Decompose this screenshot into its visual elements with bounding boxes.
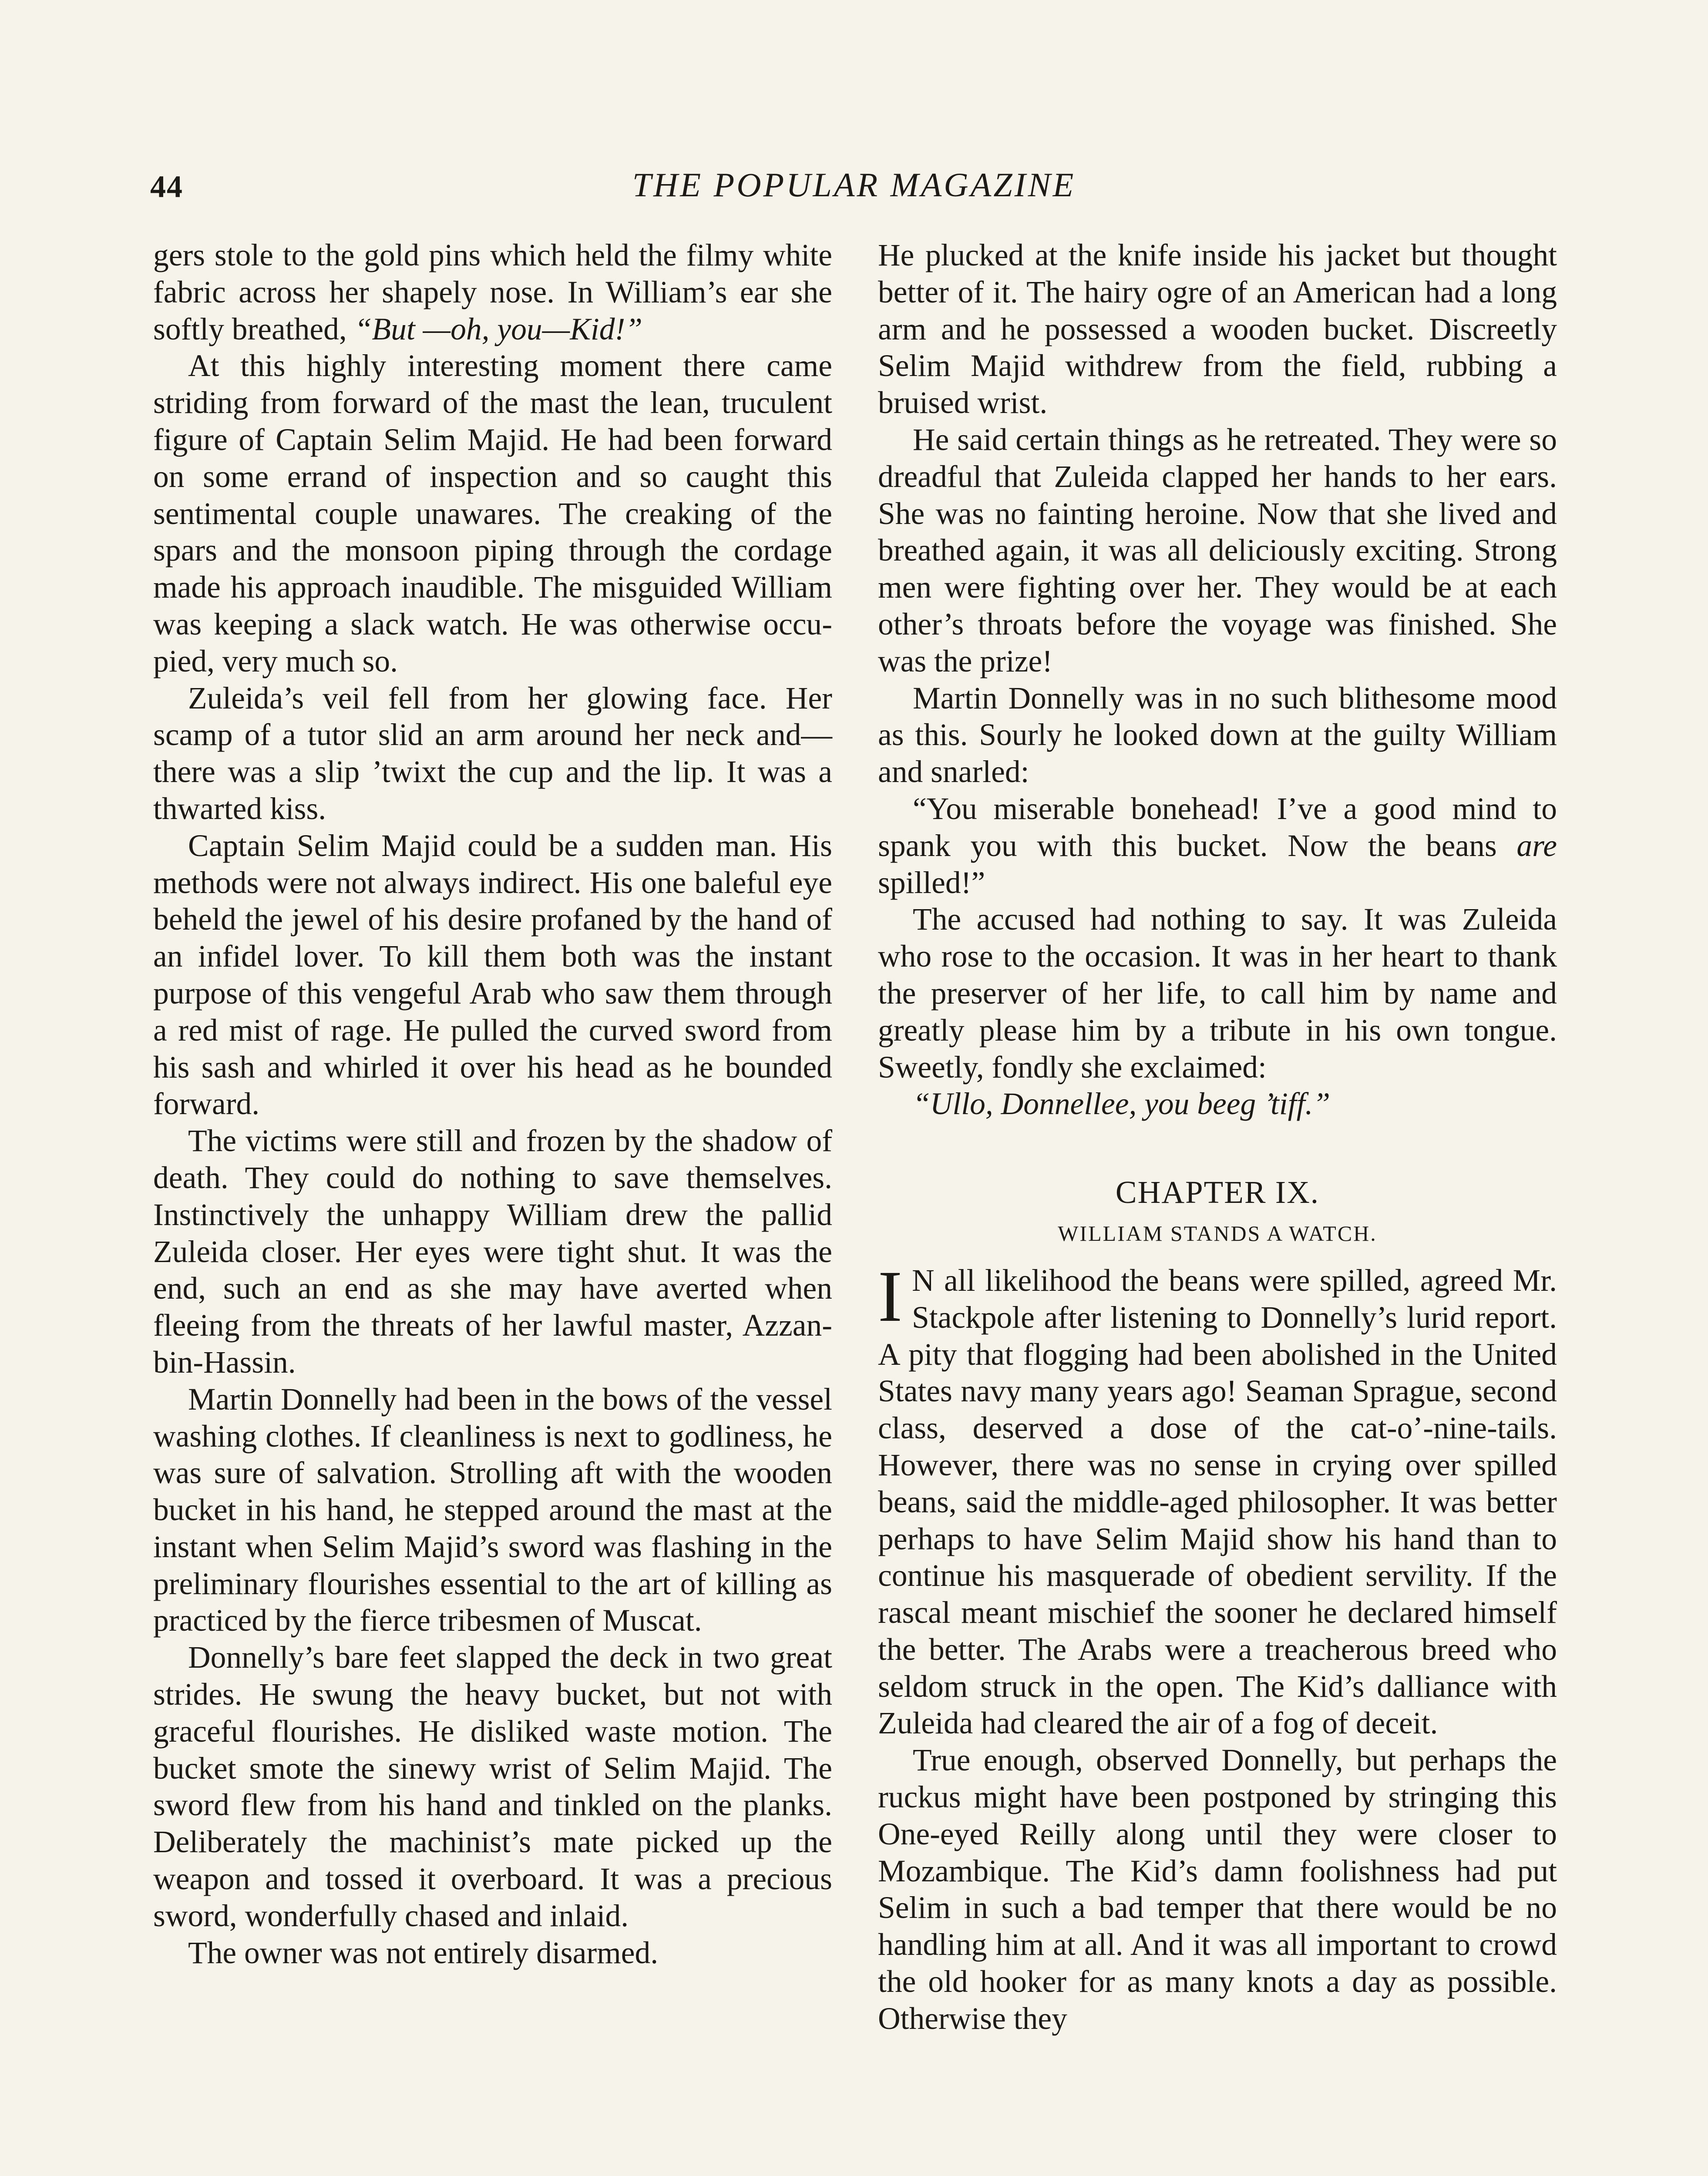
paragraph — [878, 791, 1557, 901]
paragraph: Captain Selim Majid could be a sudden man. His methods were not always indirect. His one baleful eye beheld the jewel of his desire profaned by the hand of an infidel lover. To kill them both was the instant purpose of this vengeful Arab who saw them through a red mist of rage. He pulled the curved sword from his sash and whirled it over his head as he bounded forward. — [153, 828, 832, 1122]
italic-quote: “Ullo, Donnellee, you beeg ’tiff.” — [913, 1087, 1331, 1122]
emphasis: are — [1516, 828, 1557, 863]
paragraph: He said certain things as he retreated. They were so dreadful that Zuleida clapped her hands to her ears. She was no fainting heroine. Now that she lived and breathed again, it was all deliciously exciting. Strong men were fighting over her. They would be at each other’s throats before the voyage was finished. She was the prize! — [878, 422, 1557, 678]
paragraph-text: “You miserable bonehead! I’ve a good mind to spank you with this bucket. Now the beans — [878, 791, 1557, 863]
running-title: THE POPULAR MAGAZINE — [632, 166, 1076, 204]
page-number: 44 — [150, 169, 183, 204]
left-column — [153, 237, 832, 1971]
right-column — [878, 237, 1557, 2038]
paragraph-text: gers stole to the gold pins which held the filmy white fabric across her shapely nose. In William’s ear she softly breathed, — [153, 238, 832, 346]
paragraph: At this highly interesting moment there came striding from forward of the mast the lean, truculent figure of Captain Selim Majid. He had been forward on some errand of inspection and so caught this sentimental couple unawares. The creaking of the spars and the monsoon piping through the cordage made his approach inaudible. The misguided William was keeping a slack watch. He was otherwise occupied, very much so. — [153, 349, 832, 678]
paragraph: Zuleida’s veil fell from her glowing face. Her scamp of a tutor slid an arm around her neck and—there was a slip ’twixt the cup and the lip. It was a thwarted kiss. — [153, 681, 832, 826]
paragraph — [878, 1256, 1557, 1742]
drop-cap: I — [878, 1256, 902, 1337]
paragraph: Martin Donnelly had been in the bows of the vessel washing clothes. If cleanliness is next to godliness, he was sure of salvation. Strolling aft with the wooden bucket in his hand, he stepped around the mast at the instant when Selim Majid’s sword was flashing in the preliminary flourishes essential to the art of killing as practiced by the fierce tribesmen of Muscat. — [153, 1382, 832, 1638]
paragraph: The owner was not entirely disarmed. — [188, 1935, 659, 1970]
paragraph-text: N all likelihood the beans were spilled, agreed Mr. Stackpole after listening to Donnelly’s lurid report. A pity that flogging had been abolished in the United States navy many years ago! Seaman Sprague, second class, deserved a dose of the cat-o’-nine-tails. However, there was no sense in crying over spilled beans, said the middle-aged philosopher. It was better perhaps to have Selim Majid show his hand than to continue his masquerade of obedient servility. If the rascal meant mischief the sooner he declared himself the better. The Arabs were a treacherous breed who seldom struck in the open. The Kid’s dalliance with Zuleida had cleared the air of a fog of deceit. — [878, 1263, 1557, 1741]
paragraph: True enough, observed Donnelly, but perhaps the ruckus might have been postponed by stringing this One-eyed Reilly along until they were closer to Mozambique. The Kid’s damn foolishness had put Selim in such a bad temper that there would be no handling him at all. And it was all important to crowd the old hooker for as many knots a day as possible. Otherwise they — [878, 1743, 1557, 2036]
chapter-title: CHAPTER IX. — [1115, 1175, 1320, 1210]
paragraph: He plucked at the knife inside his jacket but thought better of it. The hairy ogre of an American had a long arm and he possessed a wooden bucket. Discreetly Selim Majid withdrew from the field, rubbing a bruised wrist. — [878, 238, 1557, 420]
paragraph: The accused had nothing to say. It was Zuleida who rose to the occasion. It was in her heart to thank the preserver of her life, to call him by name and greatly please him by a tribute in his own tongue. Sweetly, fondly she exclaimed: — [878, 902, 1557, 1085]
italic-quote: “But —oh, you—Kid!” — [354, 312, 643, 346]
paragraph: The victims were still and frozen by the shadow of death. They could do nothing to save themselves. Instinctively the unhappy William drew the pallid Zuleida closer. Her eyes were tight shut. It was the end, such an end as she may have averted when fleeing from the threats of her lawful master, Azzan-bin-Hassin. — [153, 1124, 832, 1380]
paragraph: Martin Donnelly was in no such blithesome mood as this. Sourly he looked down at the guilty William and snarled: — [878, 681, 1557, 789]
chapter-subtitle: WILLIAM STANDS A WATCH. — [1058, 1221, 1377, 1246]
paragraph: Donnelly’s bare feet slapped the deck in two great strides. He swung the heavy bucket, but not with graceful flourishes. He disliked waste motion. The bucket smote the sinewy wrist of Selim Majid. The sword flew from his hand and tinkled on the planks. Deliberately the machinist’s mate picked up the weapon and tossed it overboard. It was a precious sword, wonderfully chased and inlaid. — [153, 1640, 832, 1933]
paragraph-text: spilled!” — [878, 865, 985, 900]
paragraph — [153, 237, 832, 348]
